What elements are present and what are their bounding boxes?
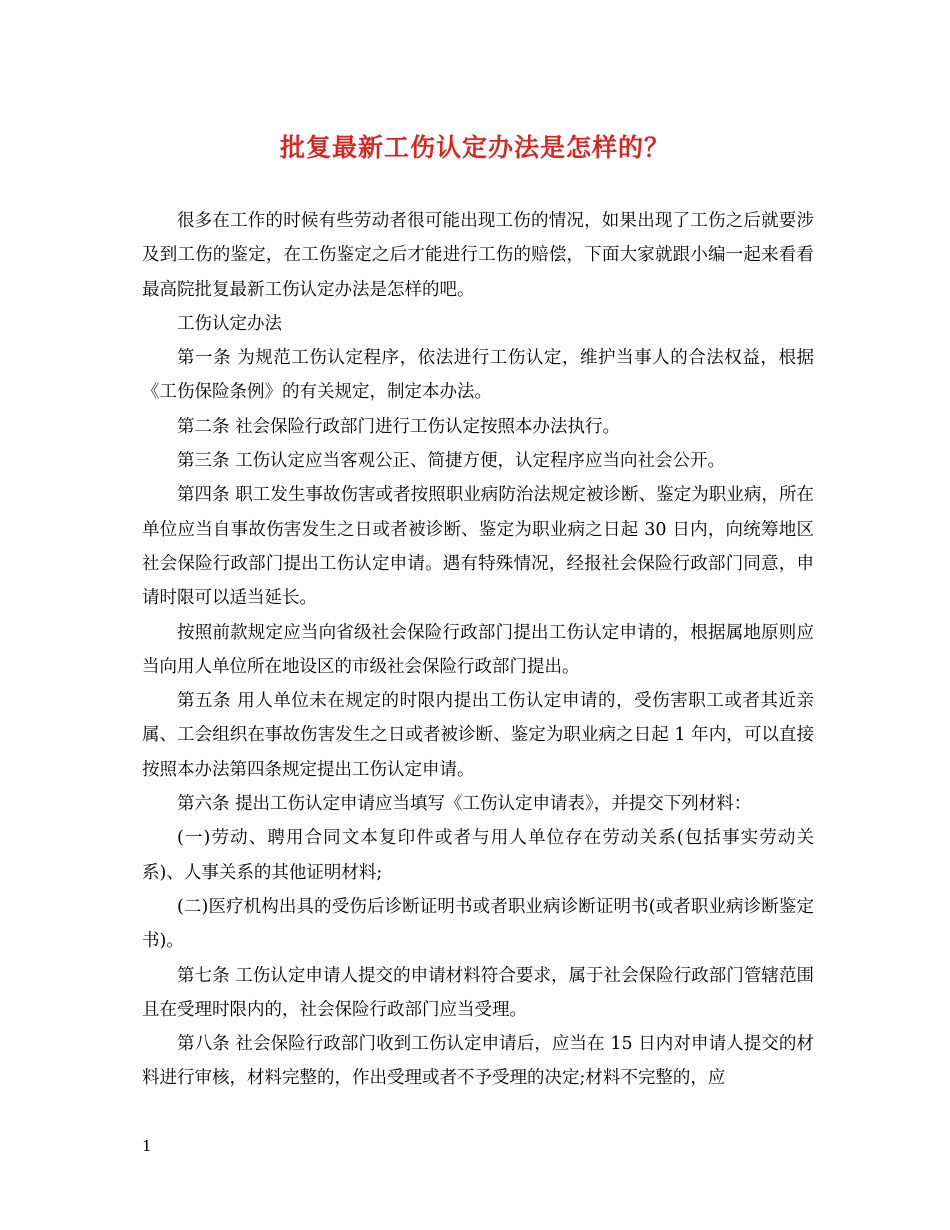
paragraph-article-6: 第六条 提出工伤认定申请应当填写《工伤认定申请表》，并提交下列材料：: [177, 794, 752, 815]
paragraph-item-1: (一)劳动、聘用合同文本复印件或者与用人单位存在劳动关系(包括事实劳动关系)、人事关系的其他证明材料;: [142, 828, 814, 883]
paragraph-article-3: 第三条 工伤认定应当客观公正、简捷方便，认定程序应当向社会公开。: [177, 451, 726, 472]
paragraph-intro: 很多在工作的时候有些劳动者很可能出现工伤的情况，如果出现了工伤之后就要涉及到工伤的鉴定，在工伤鉴定之后才能进行工伤的赔偿，下面大家就跟小编一起来看看最高院批复最新工伤认定办法是怎样的吧。: [142, 211, 814, 300]
paragraph-article-5: 第五条 用人单位未在规定的时限内提出工伤认定申请的，受伤害职工或者其近亲属、工会组织在事故伤害发生之日或者被诊断、鉴定为职业病之日起 1 年内，可以直接按照本办法第四条规定提出工伤认定申请。: [142, 691, 814, 780]
paragraph-article-8: 第八条 社会保险行政部门收到工伤认定申请后，应当在 15 日内对申请人提交的材料进行审核，材料完整的，作出受理或者不予受理的决定;材料不完整的，应: [142, 1034, 814, 1089]
page-number: 1: [142, 1137, 152, 1155]
paragraph-article-4-cont: 按照前款规定应当向省级社会保险行政部门提出工伤认定申请的，根据属地原则应当向用人单位所在地设区的市级社会保险行政部门提出。: [142, 622, 814, 677]
paragraph-item-2: (二)医疗机构出具的受伤后诊断证明书或者职业病诊断证明书(或者职业病诊断鉴定书)。: [142, 896, 814, 952]
document-body: [142, 204, 814, 1096]
paragraph-article-1: 第一条 为规范工伤认定程序，依法进行工伤认定，维护当事人的合法权益，根据《工伤保险条例》的有关规定，制定本办法。: [142, 348, 814, 403]
paragraph-heading: 工伤认定办法: [177, 313, 282, 334]
paragraph-article-7: 第七条 工伤认定申请人提交的申请材料符合要求，属于社会保险行政部门管辖范围且在受理时限内的，社会保险行政部门应当受理。: [142, 965, 814, 1020]
document-title: 批复最新工伤认定办法是怎样的？: [279, 133, 670, 162]
paragraph-article-4: 第四条 职工发生事故伤害或者按照职业病防治法规定被诊断、鉴定为职业病，所在单位应当自事故伤害发生之日或者被诊断、鉴定为职业病之日起 30 日内，向统筹地区社会保险行政部门提出工伤认定申请。遇有特殊情况，经报社会保险行政部门同意，申请时限可以适当延长。: [142, 485, 814, 609]
paragraph-article-2: 第二条 社会保险行政部门进行工伤认定按照本办法执行。: [177, 416, 621, 437]
